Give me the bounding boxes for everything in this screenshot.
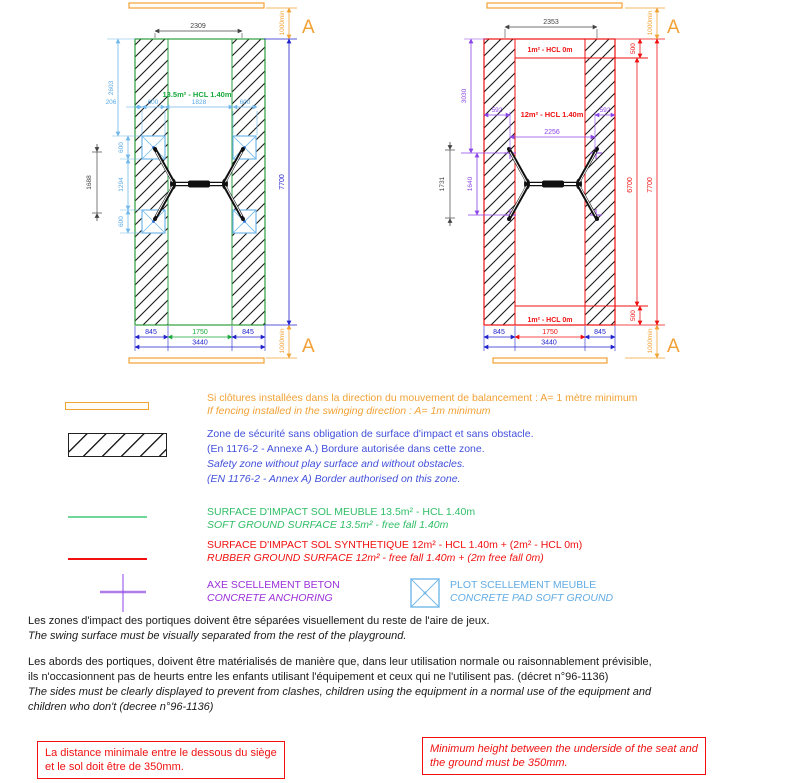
safety-zone-legend-symbol	[68, 433, 167, 457]
hatched-column-right	[585, 39, 615, 325]
dim-label: 1000min	[647, 328, 654, 354]
surroundings-note-fr2: ils n'occasionnent pas de heurts entre les enfants utilisant l'équipement et ceux qui ne l'utilisent pas. (décret n°96-1136)	[28, 671, 609, 683]
dim-label: 2256	[544, 129, 560, 136]
soft-ground-legend-symbol	[68, 516, 147, 518]
surroundings-note-en1: The sides must be clearly displayed to prevent from clashes, children using the equipment in a normal use of the equipment and	[28, 686, 652, 698]
dim-label: 600	[239, 99, 251, 106]
section-label-a-top: A	[302, 17, 315, 38]
swing-safety-drawings	[0, 0, 786, 372]
seat-height-note-fr-line1: La distance minimale entre le dessous du siège	[45, 747, 277, 759]
surroundings-note-en2: children who don't (decree n°96-1136)	[28, 701, 214, 713]
soft-pad-legend-symbol	[410, 578, 440, 608]
hatched-column-right	[232, 39, 265, 325]
dim-label: 1294	[118, 177, 125, 192]
dim-label: 592	[491, 107, 503, 114]
section-label-a-bottom: A	[667, 336, 680, 357]
dim-label: 206	[105, 99, 117, 106]
legend-concrete-anchor-en: CONCRETE ANCHORING	[207, 592, 333, 604]
dim-label: 600	[118, 216, 125, 227]
zone-top-label: 1m² - HCL 0m	[527, 47, 573, 54]
seat-height-note-en	[422, 737, 706, 775]
legend-soft-ground-en: SOFT GROUND SURFACE 13.5m² - free fall 1.40m	[207, 519, 449, 531]
dim-label: 2353	[543, 19, 559, 26]
legend-rubber-ground-fr: SURFACE D'IMPACT SOL SYNTHETIQUE 12m² - HCL 1.40m + (2m² - HCL 0m)	[207, 539, 583, 551]
right-drawing-rubber-ground	[439, 3, 680, 363]
separation-note-fr: Les zones d'impact des portiques doivent être séparées visuellement du reste de l'aire de jeux.	[28, 615, 490, 627]
dim-label: 600	[118, 142, 125, 153]
legend-soft-pad-fr: PLOT SCELLEMENT MEUBLE	[450, 579, 597, 591]
dim-label: 1640	[467, 176, 474, 192]
dim-label: 500	[630, 43, 637, 54]
dim-label: 1000min	[647, 10, 654, 36]
zone-bottom-label: 1m² - HCL 0m	[527, 317, 573, 324]
soft-pad-icon	[142, 136, 165, 159]
impact-surface-label: 13.5m² - HCL 1.40m	[162, 90, 232, 99]
soft-pad-icon	[142, 210, 165, 233]
legend-fencing-en: If fencing installed in the swinging direction : A= 1m minimum	[207, 405, 491, 417]
dim-label: 845	[242, 329, 254, 336]
dim-top-width	[155, 31, 242, 38]
legend-safety-zone-en1: Safety zone without play surface and without obstacles.	[207, 458, 465, 470]
soft-pad-icon	[233, 136, 256, 159]
legend-fencing-fr: Si clôtures installées dans la direction du mouvement de balancement : A= 1 mètre minimum	[207, 392, 638, 404]
impact-surface-label: 12m² - HCL 1.40m	[520, 110, 584, 119]
dim-label: 2309	[190, 23, 206, 30]
fence-bar-bottom	[129, 358, 264, 363]
legend-soft-ground-fr: SURFACE D'IMPACT SOL MEUBLE 13.5m² - HCL 1.40m	[207, 506, 476, 518]
dim-label: 3440	[541, 339, 557, 347]
seat-height-note-fr	[37, 741, 285, 779]
legend-safety-zone-en2: (EN 1176-2 - Annex A) Border authorised on this zone.	[207, 473, 461, 485]
dim-label: 845	[145, 329, 157, 336]
dim-1688	[92, 144, 102, 221]
seat-height-note-en-line1: Minimum height between the underside of the seat and	[430, 743, 698, 755]
dim-label: 1750	[192, 329, 208, 336]
dim-label: 500	[630, 310, 637, 321]
dim-label: 845	[594, 329, 606, 336]
dim-1731	[445, 142, 455, 226]
legend-rubber-ground-en: RUBBER GROUND SURFACE 12m² - free fall 1.40m + (2m free fall 0m)	[207, 552, 544, 564]
section-label-a-top: A	[667, 17, 680, 38]
soft-pad-icon	[233, 210, 256, 233]
fence-legend-symbol	[65, 402, 149, 410]
dim-label: 1731	[439, 176, 446, 192]
dim-label: 3440	[192, 339, 208, 347]
rubber-ground-legend-symbol	[68, 558, 147, 560]
section-label-a-bottom: A	[302, 336, 315, 357]
fence-bar-top	[129, 3, 264, 8]
dim-label: 2603	[108, 80, 115, 96]
dim-label: 6700	[627, 177, 634, 193]
left-drawing-soft-ground	[86, 3, 315, 363]
dim-label: 1688	[86, 175, 93, 190]
dim-label: 600	[147, 99, 159, 106]
surroundings-note-fr1: Les abords des portiques, doivent être matérialisés de manière que, dans leur utilisation normale ou raisonnablement prévisible,	[28, 656, 652, 668]
separation-note-en: The swing surface must be visually separated from the rest of the playground.	[28, 630, 407, 642]
seat-height-note-en-line2: the ground must be 350mm.	[430, 757, 568, 769]
dim-label: 1828	[191, 99, 207, 106]
legend-concrete-anchor-fr: AXE SCELLEMENT BETON	[207, 579, 340, 591]
concrete-anchor-legend-symbol	[100, 574, 146, 612]
seat-height-note-fr-line2: et le sol doit être de 350mm.	[45, 761, 184, 773]
dim-label: 7700	[647, 177, 654, 193]
legend-safety-zone-fr2: (En 1176-2 - Annexe A.) Bordure autorisée dans cette zone.	[207, 443, 485, 455]
legend-safety-zone-fr1: Zone de sécurité sans obligation de surface d'impact et sans obstacle.	[207, 428, 534, 440]
legend-soft-pad-en: CONCRETE PAD SOFT GROUND	[450, 592, 614, 604]
dim-label: 1000min	[279, 10, 286, 36]
dim-label: 845	[493, 329, 505, 336]
dim-label: 592	[599, 107, 611, 114]
hatched-column-left	[484, 39, 515, 325]
dim-label: 1750	[542, 329, 558, 336]
dim-top-width	[505, 27, 597, 38]
dim-label: 7700	[279, 174, 286, 190]
fence-bar-bottom	[493, 358, 607, 363]
dim-label: 3030	[461, 88, 468, 104]
fence-bar-top	[487, 3, 622, 8]
hatched-column-left	[135, 39, 168, 325]
dim-label: 1000min	[279, 328, 286, 354]
